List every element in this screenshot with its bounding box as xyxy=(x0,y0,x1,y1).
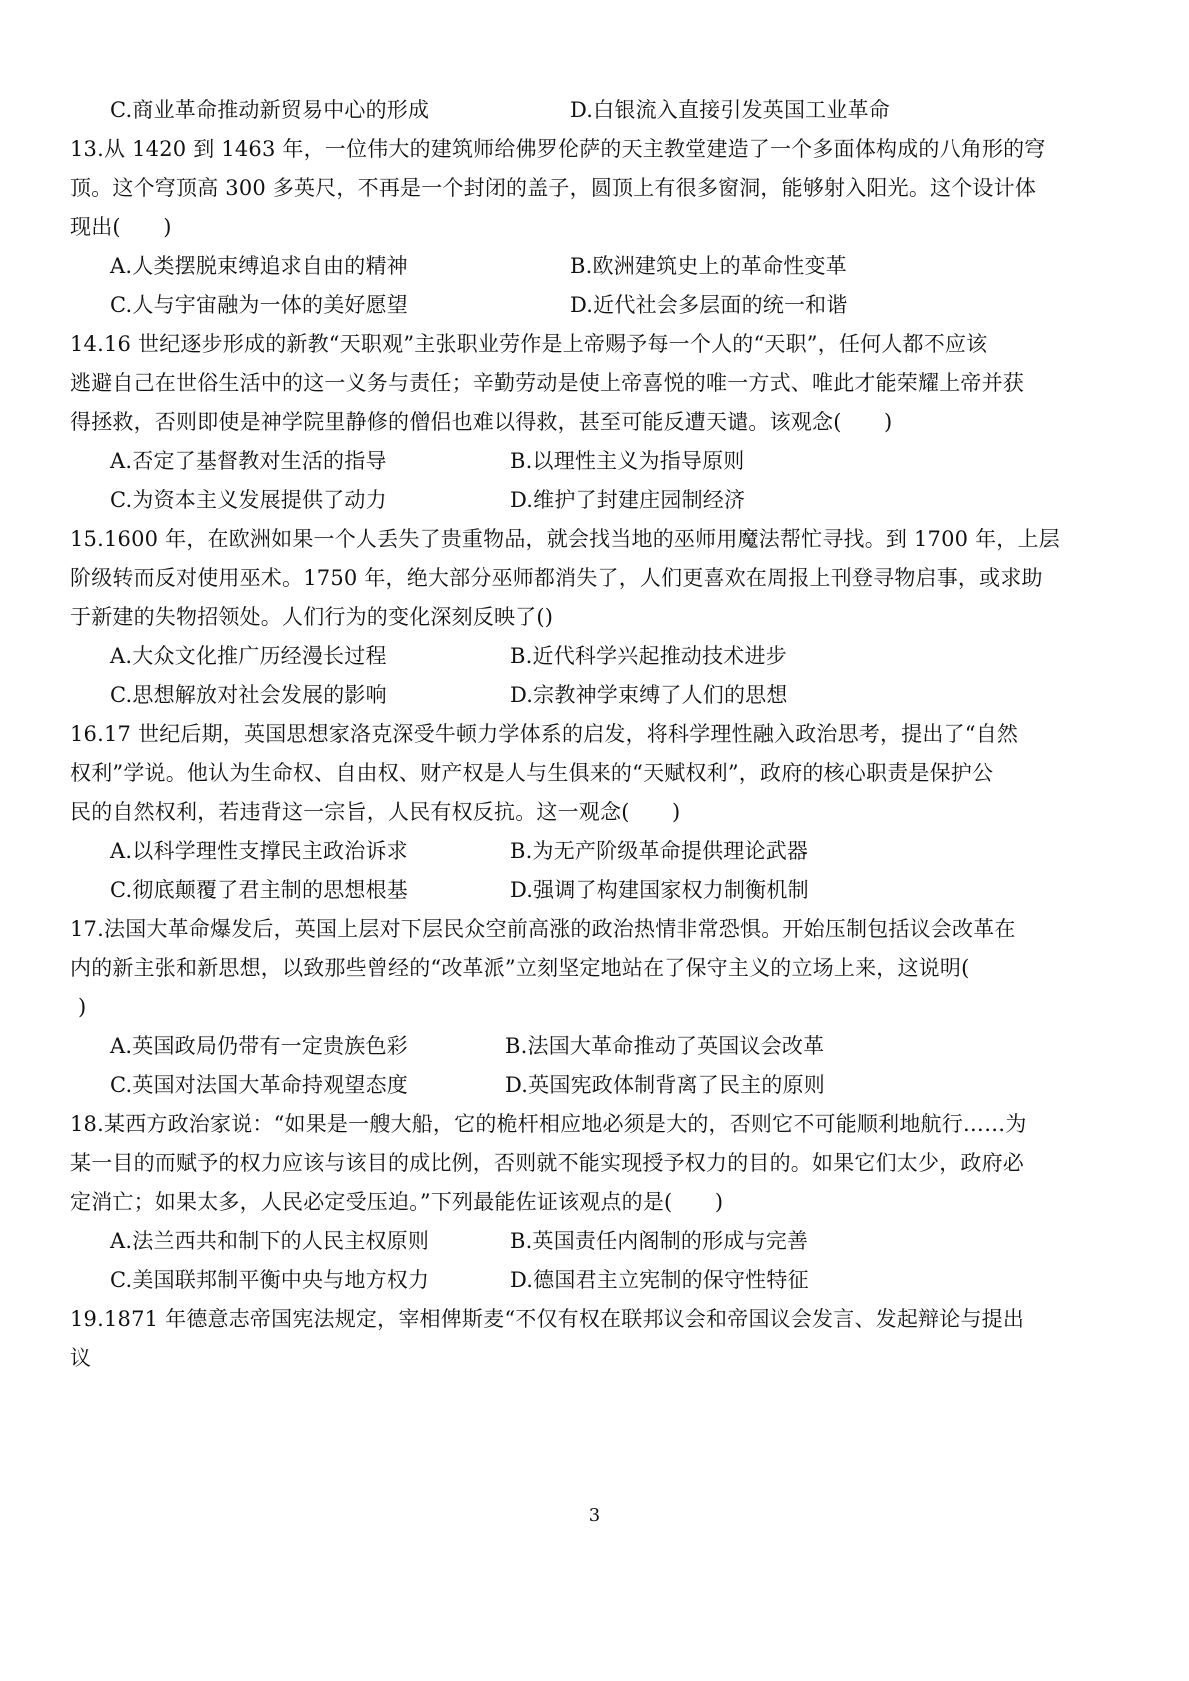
page-number: 3 xyxy=(588,1505,601,1526)
q16-option-b: B.为无产阶级革命提供理论武器 xyxy=(510,839,809,863)
q16-option-a: A.以科学理性支撑民主政治诉求 xyxy=(110,839,408,863)
q17-option-a: A.英国政局仍带有一定贵族色彩 xyxy=(110,1034,408,1058)
q12-option-d: D.白银流入直接引发英国工业革命 xyxy=(570,98,890,122)
q17-stem-line-3: ) xyxy=(78,995,87,1019)
q16-stem-line-1: 16.17 世纪后期，英国思想家洛克深受牛顿力学体系的启发，将科学理性融入政治思考，提出了“自然 xyxy=(70,722,1019,746)
q17-stem-line-1: 17.法国大革命爆发后，英国上层对下层民众空前高涨的政治热情非常恐惧。开始压制包括议会改革在 xyxy=(70,917,1016,941)
q15-stem-line-1: 15.1600 年，在欧洲如果一个人丢失了贵重物品，就会找当地的巫师用魔法帮忙寻找。到 1700 年，上层 xyxy=(70,527,1060,551)
q18-option-a: A.法兰西共和制下的人民主权原则 xyxy=(110,1229,430,1253)
q16-stem-line-2: 权利”学说。他认为生命权、自由权、财产权是人与生俱来的“天赋权利”，政府的核心职责是保护公 xyxy=(70,761,994,785)
q15-option-b: B.近代科学兴起推动技术进步 xyxy=(510,644,787,668)
q14-option-b: B.以理性主义为指导原则 xyxy=(510,449,745,473)
q15-option-c: C.思想解放对社会发展的影响 xyxy=(110,683,387,707)
q18-stem-line-3: 定消亡；如果太多，人民必定受压迫。”下列最能佐证该观点的是( ) xyxy=(70,1190,724,1214)
q14-stem-line-2: 逃避自己在世俗生活中的这一义务与责任；辛勤劳动是使上帝喜悦的唯一方式、唯此才能荣耀上帝并获 xyxy=(70,371,1024,395)
q13-stem-line-1: 13.从 1420 到 1463 年，一位伟大的建筑师给佛罗伦萨的天主教堂建造了一个多面体构成的八角形的穹 xyxy=(70,137,1046,161)
q19-stem-line-1: 19.1871 年德意志帝国宪法规定，宰相俾斯麦“不仅有权在联邦议会和帝国议会发言、发起辩论与提出 xyxy=(70,1307,1025,1331)
q14-option-a: A.否定了基督教对生活的指导 xyxy=(110,449,387,473)
q14-option-d: D.维护了封建庄园制经济 xyxy=(510,488,746,512)
q14-stem-line-1: 14.16 世纪逐步形成的新教“天职观”主张职业劳作是上帝赐予每一个人的“天职”，任何人都不应该 xyxy=(70,332,988,356)
q12-option-c: C.商业革命推动新贸易中心的形成 xyxy=(110,98,430,122)
q16-option-d: D.强调了构建国家权力制衡机制 xyxy=(510,878,809,902)
q18-option-d: D.德国君主立宪制的保守性特征 xyxy=(510,1268,809,1292)
q16-option-c: C.彻底颠覆了君主制的思想根基 xyxy=(110,878,408,902)
q13-option-a: A.人类摆脱束缚追求自由的精神 xyxy=(110,254,408,278)
q15-stem-line-3: 于新建的失物招领处。人们行为的变化深刻反映了() xyxy=(70,605,554,629)
q17-option-d: D.英国宪政体制背离了民主的原则 xyxy=(505,1073,825,1097)
q14-stem-line-3: 得拯救，否则即使是神学院里静修的僧侣也难以得救，甚至可能反遭天谴。该观念( ) xyxy=(70,410,893,434)
q17-stem-line-2: 内的新主张和新思想，以致那些曾经的“改革派”立刻坚定地站在了保守主义的立场上来，这说明( xyxy=(70,956,970,980)
q17-option-b: B.法国大革命推动了英国议会改革 xyxy=(505,1034,825,1058)
q14-option-c: C.为资本主义发展提供了动力 xyxy=(110,488,387,512)
q13-option-d: D.近代社会多层面的统一和谐 xyxy=(570,293,848,317)
q16-stem-line-3: 民的自然权利，若违背这一宗旨，人民有权反抗。这一观念( ) xyxy=(70,800,681,824)
q15-option-a: A.大众文化推广历经漫长过程 xyxy=(110,644,387,668)
q13-option-c: C.人与宇宙融为一体的美好愿望 xyxy=(110,293,408,317)
q13-option-b: B.欧洲建筑史上的革命性变革 xyxy=(570,254,847,278)
q18-option-b: B.英国责任内阁制的形成与完善 xyxy=(510,1229,809,1253)
q13-stem-line-2: 顶。这个穹顶高 300 多英尺，不再是一个封闭的盖子，圆顶上有很多窗洞，能够射入阳光。这个设计体 xyxy=(70,176,1037,200)
q19-stem-line-2: 议 xyxy=(70,1346,92,1370)
q15-option-d: D.宗教神学束缚了人们的思想 xyxy=(510,683,788,707)
q18-stem-line-2: 某一目的而赋予的权力应该与该目的成比例，否则就不能实现授予权力的目的。如果它们太少，政府必 xyxy=(70,1151,1024,1175)
q18-option-c: C.美国联邦制平衡中央与地方权力 xyxy=(110,1268,430,1292)
q18-stem-line-1: 18.某西方政治家说：“如果是一艘大船，它的桅杆相应地必须是大的，否则它不可能顺利地航行……为 xyxy=(70,1112,1027,1136)
q15-stem-line-2: 阶级转而反对使用巫术。1750 年，绝大部分巫师都消失了，人们更喜欢在周报上刊登寻物启事，或求助 xyxy=(70,566,1043,590)
q17-option-c: C.英国对法国大革命持观望态度 xyxy=(110,1073,408,1097)
q13-stem-line-3: 现出( ) xyxy=(70,215,172,239)
